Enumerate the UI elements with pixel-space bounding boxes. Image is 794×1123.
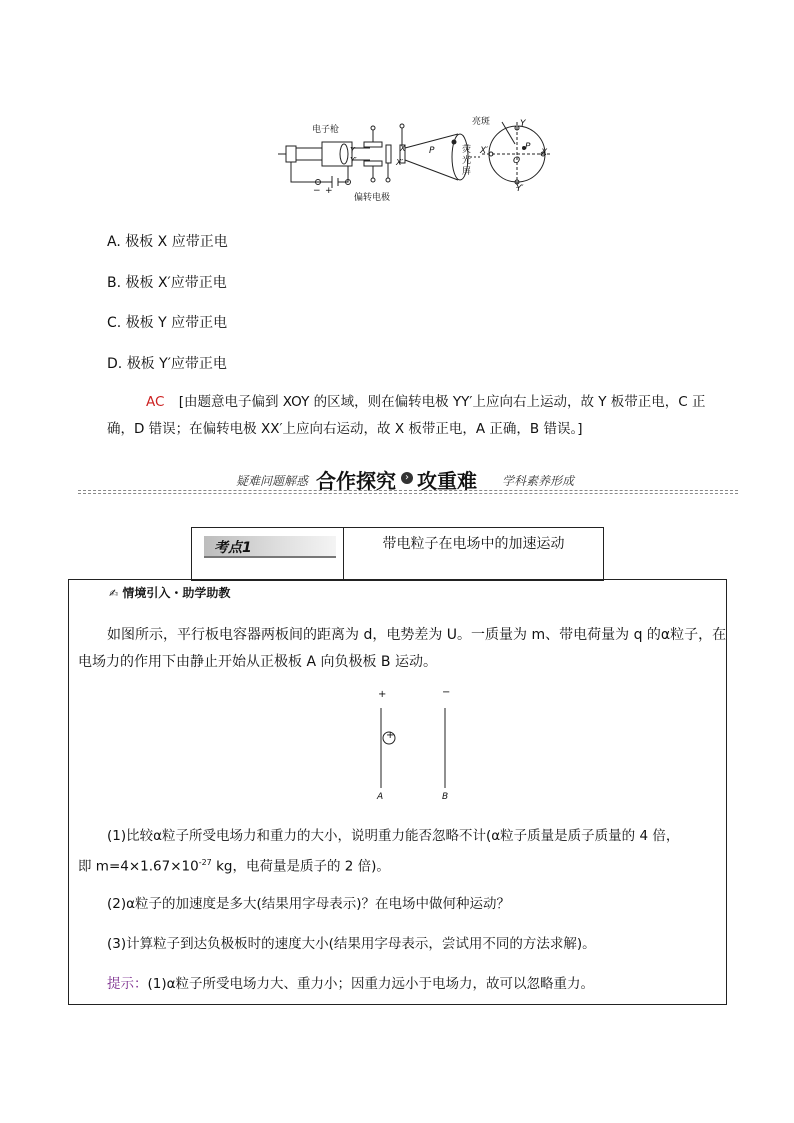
label-screen-2: 光 (462, 156, 472, 166)
handshake-icon: ✍ (109, 587, 119, 600)
label-screen-3: 屏 (462, 167, 472, 177)
answer-line-1 (146, 389, 746, 415)
option-text: 极板 X 应带正电 (125, 234, 228, 250)
label-electron-gun: 电子枪 (312, 125, 340, 135)
label-bright-spot: 亮斑 (472, 117, 491, 127)
banner-main-right: 攻重难 (417, 469, 477, 493)
plate-b-label: B (442, 792, 449, 802)
content-box (68, 579, 727, 1005)
label-plus: + (325, 186, 333, 196)
option-letter: C. (107, 315, 122, 331)
label-deflection-electrode: 偏转电极 (354, 193, 391, 203)
label-y-prime-plate: Y′ (350, 156, 357, 165)
answer-text-1: [由题意电子偏到 XOY 的区域，则在偏转电极 YY′上应向右上运动，故 Y 板带正电，C 正 (178, 394, 706, 410)
option-letter: A. (107, 234, 121, 250)
hint-label: 提示： (107, 976, 148, 992)
option-a (107, 231, 228, 251)
label-x-prime-plate: X′ (396, 158, 404, 167)
section-banner (78, 462, 738, 502)
banner-divider-2 (78, 493, 738, 494)
label-p-tube: P (429, 146, 435, 156)
label-y-plate: Y (350, 146, 355, 155)
banner-main-left: 合作探究 (316, 469, 396, 493)
q1-exponent: -27 (198, 858, 212, 867)
label-x-prime: X′ (480, 146, 489, 156)
hint (107, 970, 594, 998)
q1-line2-a: 即 m=4×1.67×10 (78, 858, 199, 875)
particle-sign: + (386, 730, 395, 741)
label-x-plate: X (400, 144, 406, 153)
label-p-screen: P (525, 142, 531, 152)
question-2: (2)α粒子的加速度是多大(结果用字母表示)？在电场中做何种运动？ (107, 896, 511, 912)
option-d (107, 353, 227, 373)
label-x-right: X (541, 148, 548, 158)
question-1-line-1: (1)比较α粒子所受电场力和重力的大小，说明重力能否忽略不计(α粒子质量是质子质量的 4 倍， (107, 828, 680, 844)
label-screen-1: 荧 (462, 145, 472, 155)
answer-line-2: 确，D 错误；在偏转电极 XX′上应向右运动，故 X 板带正电，A 正确，B 错误。] (107, 421, 583, 437)
banner-right-text: 学科素养形成 (502, 474, 575, 488)
topic-tag (204, 536, 336, 558)
plate-a-sign: + (378, 689, 387, 700)
option-letter: D. (107, 356, 123, 372)
topic-title: 带电粒子在电场中的加速运动 (382, 536, 565, 552)
option-b (107, 272, 227, 292)
label-minus: − (313, 186, 321, 196)
intro-line-1: 如图所示，平行板电容器两板间的距离为 d，电势差为 U。一质量为 m、带电荷量为 q 的α粒子，在 (107, 627, 727, 643)
label-o: O (513, 156, 521, 166)
option-text: 极板 Y 应带正电 (125, 315, 228, 331)
plate-a-label: A (377, 792, 384, 802)
chevron-right-icon: › (401, 472, 413, 484)
section-header-text: 情境引入・助学助教 (122, 586, 231, 600)
intro-line-2: 电场力的作用下由静止开始从正极板 A 向负极板 B 运动。 (78, 654, 437, 670)
option-text: 极板 Y′应带正电 (126, 356, 227, 372)
question-1-line-2 (78, 849, 390, 881)
label-y-prime: Y′ (516, 184, 524, 194)
label-y-top: Y (520, 119, 526, 129)
answer-key: AC (146, 394, 165, 410)
banner-divider (78, 490, 738, 491)
q1-line2-b: kg，电荷量是质子的 2 倍)。 (211, 858, 390, 875)
option-c (107, 312, 227, 332)
option-letter: B. (107, 275, 122, 291)
banner-left-text: 疑难问题解惑 (236, 474, 309, 488)
question-3: (3)计算粒子到达负极板时的速度大小(结果用字母表示，尝试用不同的方法求解)。 (107, 936, 596, 952)
option-text: 极板 X′应带正电 (125, 275, 227, 291)
section-header (109, 584, 230, 601)
parallel-plate-diagram (369, 692, 469, 804)
topic-table (191, 527, 604, 581)
topic-tag-cell (192, 528, 344, 580)
plate-b-sign: − (442, 687, 451, 698)
hint-text: (1)α粒子所受电场力大、重力小；因重力远小于电场力，故可以忽略重力。 (147, 976, 595, 992)
topic-tag-label: 考点1 (214, 540, 252, 556)
